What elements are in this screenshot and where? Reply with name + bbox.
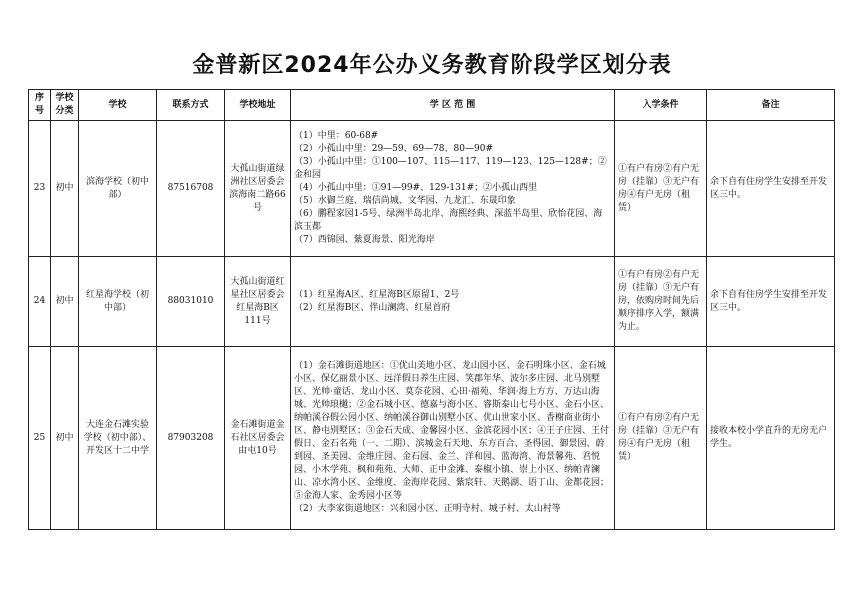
school-name: 大连金石滩实验学校（初中部）、开发区十二中学 [79, 347, 157, 530]
remarks: 余下自有住房学生安排至开发区三中。 [707, 257, 835, 347]
header-range: 学 区 范 围 [291, 90, 615, 121]
range-line: （1）金石滩街道地区：①优山美地小区、龙山园小区、金石明珠小区、金石城小区、保亿丽景小区、远洋假日养生庄园、笑郡年华、波尔多庄园、北马别墅区、光帅·童话、龙山小区、莫奈花园、心田·福苑、华润·海上方方、万达山海城、光帅琅樾；②金石城小区、德嘉与海小区、睿斯泰山七号小区、金石小区、纳帕溪谷假公园小区、纳帕溪谷御山别墅小区、优山世家小区、香榭商业街小区、静屯别墅区；③金石天成、金馨园小区、金滨花园小区；④王子庄园、王付假日、金石名苑（一、二期）、滨城金石天地、东方百合、圣得园、御景园、蔚到园、圣美园、金维庄园、金石园、金兰、洋和园、蓝海湾、海景馨苑、君悦园、小木学苑、枫和苑苑、大师、正中金滩、泰椒小镇、崇上小区、纳帕青澜山、凉水湾小区、金维度、金海岸花园、紫宸轩、天鹅湖、语丁山、金都花园；⑤金海人家、金秀园小区等 [294, 360, 610, 502]
header-category: 学校分类 [51, 90, 79, 121]
range-line: （1）中里：60-68# [294, 130, 379, 141]
contact-phone: 87903208 [157, 347, 225, 530]
page-title: 金普新区2024年公办义务教育阶段学区划分表 [192, 53, 672, 78]
header-no: 序号 [29, 90, 51, 121]
range-line: （5）水御兰庭、瑞信尚城、文华园、九龙汇、东晟印象 [294, 196, 516, 207]
table-row [29, 257, 835, 347]
row-number: 24 [29, 257, 51, 347]
school-category: 初中 [51, 347, 79, 530]
row-number: 23 [29, 121, 51, 257]
range-line: （3）小孤山中里：①100—107、115—117、119—123、125—128#；②金和园 [294, 156, 607, 181]
range-line: （1）红星海A区、红星海B区原留1、2号 [294, 289, 460, 300]
header-note: 备注 [707, 90, 835, 121]
school-category: 初中 [51, 257, 79, 347]
range-line: （2）红星海B区、伴山澜湾、红星首府 [294, 302, 451, 313]
range-line: （6）鹏程家园1-5号、绿洲半岛北岸、海熙经典、深蓝半岛里、欣怡花园、海滨玉都 [294, 209, 603, 233]
admission-condition: ①有户有房②有户无房（挂靠）③无户有房④有户无房（租赁） [615, 347, 707, 530]
school-address: 大孤山街道绿洲社区居委会滨海南二路66号 [225, 121, 291, 257]
range-line: （4）小孤山中里：①91—99#、129-131#；②小孤山西里 [294, 183, 538, 194]
school-district-table [28, 89, 835, 530]
school-address: 大孤山街道红星社区居委会红星海B区111号 [225, 257, 291, 347]
table-row [29, 121, 835, 257]
remarks: 接收本校小学直升的无房无户学生。 [707, 347, 835, 530]
header-phone: 联系方式 [157, 90, 225, 121]
district-range [291, 257, 615, 347]
remarks: 余下自有住房学生安排至开发区三中。 [707, 121, 835, 257]
school-category: 初中 [51, 121, 79, 257]
table-row [29, 347, 835, 530]
school-name: 滨海学校（初中部） [79, 121, 157, 257]
range-line: （2）小孤山中里：29—59、69—78、80—90# [294, 143, 493, 154]
header-condition: 入学条件 [615, 90, 707, 121]
range-line: （7）西锦园、紫夏海景、阳光海岸 [294, 235, 435, 246]
admission-condition: ①有户有房②有户无房（挂靠）③无户有房④有户无房（租赁） [615, 121, 707, 257]
header-row [29, 90, 835, 121]
district-range [291, 121, 615, 257]
school-address: 金石滩街道金石社区居委会由屯10号 [225, 347, 291, 530]
admission-condition: ①有户有房②有户无房（挂靠）③无户有房，依购房时间先后顺序排序入学，额满为止。 [615, 257, 707, 347]
header-address: 学校地址 [225, 90, 291, 121]
range-line: （2）大李家街道地区：兴和园小区、正明寺村、城子村、太山村等 [294, 504, 561, 515]
contact-phone: 87516708 [157, 121, 225, 257]
header-school: 学校 [79, 90, 157, 121]
school-name: 红星海学校（初中部） [79, 257, 157, 347]
contact-phone: 88031010 [157, 257, 225, 347]
row-number: 25 [29, 347, 51, 530]
district-range [291, 347, 615, 530]
